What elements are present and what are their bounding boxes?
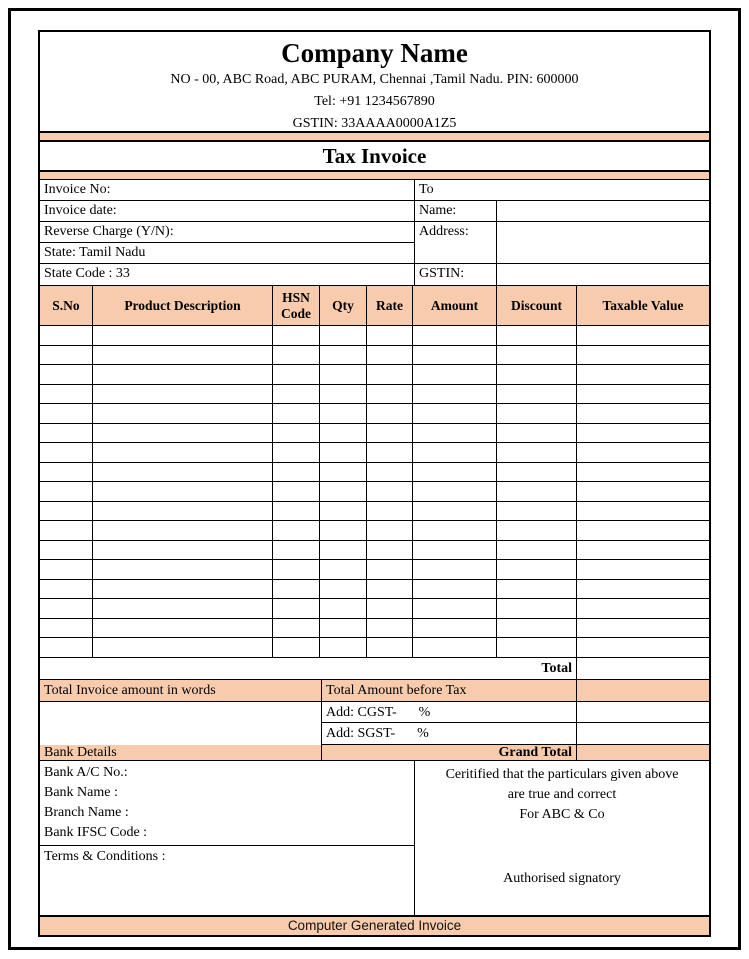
table-cell[interactable] <box>320 502 367 522</box>
table-row <box>40 482 709 502</box>
column-header: Taxable Value <box>577 286 709 326</box>
table-row <box>40 404 709 424</box>
table-cell[interactable] <box>320 599 367 619</box>
total-label: Total <box>40 658 577 679</box>
table-cell[interactable] <box>497 560 577 580</box>
table-cell[interactable] <box>577 521 709 541</box>
table-cell[interactable] <box>577 443 709 463</box>
table-row <box>40 385 709 405</box>
invoice-meta-right <box>415 180 709 285</box>
table-cell[interactable] <box>273 365 320 385</box>
table-cell[interactable] <box>93 580 273 600</box>
table-cell[interactable] <box>93 443 273 463</box>
table-cell[interactable] <box>320 404 367 424</box>
buyer-name-row <box>415 201 709 222</box>
table-cell[interactable] <box>40 560 93 580</box>
table-cell[interactable] <box>93 424 273 444</box>
table-cell[interactable] <box>93 365 273 385</box>
buyer-name-value-cell[interactable] <box>497 201 709 221</box>
table-cell[interactable] <box>367 424 413 444</box>
table-cell[interactable] <box>273 599 320 619</box>
table-cell[interactable] <box>413 599 497 619</box>
table-cell[interactable] <box>497 385 577 405</box>
table-cell[interactable] <box>40 638 93 658</box>
total-row <box>40 658 709 680</box>
table-cell[interactable] <box>93 638 273 658</box>
invoice-document <box>38 30 711 937</box>
table-cell[interactable] <box>320 346 367 366</box>
sgst-label: Add: SGST- <box>326 726 396 741</box>
table-cell[interactable] <box>40 541 93 561</box>
column-header: Amount <box>413 286 497 326</box>
table-cell[interactable] <box>273 619 320 639</box>
cgst-percent: % <box>418 704 431 720</box>
table-row <box>40 619 709 639</box>
table-cell[interactable] <box>497 326 577 346</box>
state-field: State: Tamil Nadu <box>40 243 414 264</box>
table-cell[interactable] <box>273 346 320 366</box>
table-cell[interactable] <box>413 560 497 580</box>
table-cell[interactable] <box>40 346 93 366</box>
table-cell[interactable] <box>320 482 367 502</box>
table-cell[interactable] <box>40 580 93 600</box>
table-cell[interactable] <box>273 502 320 522</box>
table-cell[interactable] <box>273 580 320 600</box>
buyer-address-value-cell[interactable] <box>497 222 709 263</box>
table-cell[interactable] <box>93 619 273 639</box>
items-table-header-row <box>40 285 709 326</box>
table-cell[interactable] <box>497 638 577 658</box>
invoice-no-field[interactable]: Invoice No: <box>40 180 414 201</box>
table-cell[interactable] <box>577 463 709 483</box>
footer-bar: Computer Generated Invoice <box>40 915 709 935</box>
table-cell[interactable] <box>413 365 497 385</box>
buyer-gstin-label: GSTIN: <box>415 264 497 285</box>
table-cell[interactable] <box>577 541 709 561</box>
table-cell[interactable] <box>320 365 367 385</box>
table-cell[interactable] <box>497 463 577 483</box>
table-cell[interactable] <box>40 502 93 522</box>
certification-block <box>415 761 709 915</box>
table-cell[interactable] <box>497 404 577 424</box>
table-cell[interactable] <box>413 580 497 600</box>
bank-ifsc-label[interactable]: Bank IFSC Code : <box>44 824 148 840</box>
table-cell[interactable] <box>93 385 273 405</box>
bank-ac-no-label[interactable]: Bank A/C No.: <box>44 764 128 780</box>
branch-name-label[interactable]: Branch Name : <box>44 804 129 820</box>
table-cell[interactable] <box>367 521 413 541</box>
table-cell[interactable] <box>40 326 93 346</box>
table-cell[interactable] <box>497 346 577 366</box>
table-cell[interactable] <box>93 326 273 346</box>
table-cell[interactable] <box>413 638 497 658</box>
table-cell[interactable] <box>320 385 367 405</box>
table-cell[interactable] <box>93 346 273 366</box>
cgst-label: Add: CGST- <box>326 704 397 720</box>
table-cell[interactable] <box>497 502 577 522</box>
grand-total-row <box>40 745 709 761</box>
total-value-cell[interactable] <box>577 658 709 679</box>
table-cell[interactable] <box>320 424 367 444</box>
table-cell[interactable] <box>413 443 497 463</box>
table-cell[interactable] <box>273 560 320 580</box>
table-cell[interactable] <box>320 463 367 483</box>
table-cell[interactable] <box>497 619 577 639</box>
before-tax-value-cell[interactable] <box>577 680 709 701</box>
sgst-row <box>322 723 709 745</box>
company-tel: Tel: +91 1234567890 <box>314 94 435 109</box>
column-header: Discount <box>497 286 577 326</box>
to-label: To <box>415 180 709 201</box>
sgst-value-cell[interactable] <box>577 723 709 744</box>
table-cell[interactable] <box>577 346 709 366</box>
column-header: Qty <box>320 286 367 326</box>
table-row <box>40 365 709 385</box>
table-cell[interactable] <box>413 502 497 522</box>
table-row <box>40 502 709 522</box>
buyer-name-label: Name: <box>415 201 497 221</box>
table-cell[interactable] <box>320 541 367 561</box>
table-cell[interactable] <box>93 404 273 424</box>
table-cell[interactable] <box>367 482 413 502</box>
table-cell[interactable] <box>367 541 413 561</box>
table-cell[interactable] <box>367 365 413 385</box>
table-cell[interactable] <box>273 385 320 405</box>
buyer-gstin-value-cell[interactable] <box>497 264 709 285</box>
table-cell[interactable] <box>273 463 320 483</box>
certified-line-2: are true and correct <box>507 786 617 802</box>
table-cell[interactable] <box>577 482 709 502</box>
table-cell[interactable] <box>497 541 577 561</box>
table-cell[interactable] <box>577 365 709 385</box>
sgst-percent: % <box>417 726 429 741</box>
table-cell[interactable] <box>577 502 709 522</box>
table-cell[interactable] <box>413 521 497 541</box>
table-cell[interactable] <box>40 404 93 424</box>
accent-strip-title <box>40 172 709 180</box>
table-cell[interactable] <box>273 404 320 424</box>
table-cell[interactable] <box>320 521 367 541</box>
certified-line-1: Ceritified that the particulars given above <box>445 766 679 782</box>
cgst-value-cell[interactable] <box>577 702 709 723</box>
table-cell[interactable] <box>367 599 413 619</box>
table-cell[interactable] <box>273 326 320 346</box>
invoice-title: Tax Invoice <box>40 142 709 172</box>
table-cell[interactable] <box>93 521 273 541</box>
reverse-charge-field[interactable]: Reverse Charge (Y/N): <box>40 222 414 243</box>
table-cell[interactable] <box>93 599 273 619</box>
bank-details-label: Bank Details <box>40 745 322 760</box>
table-cell[interactable] <box>367 463 413 483</box>
table-cell[interactable] <box>577 580 709 600</box>
tax-section <box>40 702 709 745</box>
table-cell[interactable] <box>577 638 709 658</box>
table-cell[interactable] <box>413 463 497 483</box>
table-cell[interactable] <box>367 404 413 424</box>
amount-in-words-value-cell[interactable] <box>40 702 322 745</box>
table-row <box>40 541 709 561</box>
amount-words-row <box>40 680 709 702</box>
table-cell[interactable] <box>93 482 273 502</box>
table-cell[interactable] <box>93 560 273 580</box>
table-row <box>40 424 709 444</box>
table-cell[interactable] <box>367 580 413 600</box>
table-cell[interactable] <box>413 424 497 444</box>
table-cell[interactable] <box>413 326 497 346</box>
buyer-address-label: Address: <box>415 222 497 263</box>
table-cell[interactable] <box>367 638 413 658</box>
table-cell[interactable] <box>413 482 497 502</box>
table-cell[interactable] <box>320 638 367 658</box>
table-row <box>40 599 709 619</box>
invoice-meta-left <box>40 180 415 285</box>
before-tax-label: Total Amount before Tax <box>322 680 577 701</box>
bank-block <box>40 761 414 846</box>
table-cell[interactable] <box>413 404 497 424</box>
table-cell[interactable] <box>273 521 320 541</box>
table-cell[interactable] <box>320 326 367 346</box>
buyer-address-row <box>415 222 709 264</box>
table-cell[interactable] <box>367 560 413 580</box>
table-cell[interactable] <box>40 443 93 463</box>
sgst-label-cell[interactable] <box>322 723 577 744</box>
table-cell[interactable] <box>497 482 577 502</box>
invoice-date-field[interactable]: Invoice date: <box>40 201 414 222</box>
bank-signature-section <box>40 761 709 915</box>
tax-rows <box>322 702 709 745</box>
grand-total-value-cell[interactable] <box>577 745 709 760</box>
table-cell[interactable] <box>367 443 413 463</box>
table-cell[interactable] <box>367 326 413 346</box>
cgst-label-cell[interactable] <box>322 702 577 723</box>
table-row <box>40 463 709 483</box>
table-cell[interactable] <box>273 482 320 502</box>
table-cell[interactable] <box>577 560 709 580</box>
table-row <box>40 326 709 346</box>
table-cell[interactable] <box>577 326 709 346</box>
table-cell[interactable] <box>577 424 709 444</box>
company-address: NO - 00, ABC Road, ABC PURAM, Chennai ,Tamil Nadu. PIN: 600000 <box>170 72 579 87</box>
bank-terms-column <box>40 761 415 915</box>
company-header <box>40 32 709 133</box>
column-header: S.No <box>40 286 93 326</box>
table-cell[interactable] <box>577 599 709 619</box>
table-cell[interactable] <box>273 443 320 463</box>
table-cell[interactable] <box>273 541 320 561</box>
table-cell[interactable] <box>367 502 413 522</box>
table-cell[interactable] <box>497 443 577 463</box>
table-cell[interactable] <box>40 365 93 385</box>
table-cell[interactable] <box>367 346 413 366</box>
table-cell[interactable] <box>93 502 273 522</box>
company-gstin: GSTIN: 33AAAA0000A1Z5 <box>292 116 457 131</box>
terms-conditions-label: Terms & Conditions : <box>44 848 166 864</box>
table-row <box>40 560 709 580</box>
table-cell[interactable] <box>40 521 93 541</box>
table-cell[interactable] <box>413 346 497 366</box>
items-table-body <box>40 326 709 658</box>
buyer-gstin-row <box>415 264 709 285</box>
cgst-row <box>322 702 709 724</box>
grand-total-label: Grand Total <box>322 745 577 760</box>
table-cell[interactable] <box>413 619 497 639</box>
authorised-signatory-label: Authorised signatory <box>503 870 621 886</box>
table-cell[interactable] <box>40 619 93 639</box>
table-cell[interactable] <box>577 404 709 424</box>
table-cell[interactable] <box>93 541 273 561</box>
column-header: Rate <box>367 286 413 326</box>
certified-for-company: For ABC & Co <box>519 806 605 822</box>
state-code-field: State Code : 33 <box>44 266 130 281</box>
table-row <box>40 638 709 658</box>
table-cell[interactable] <box>93 463 273 483</box>
invoice-meta-section <box>40 180 709 285</box>
table-cell[interactable] <box>320 443 367 463</box>
amount-in-words-label: Total Invoice amount in words <box>40 680 322 701</box>
bank-name-label[interactable]: Bank Name : <box>44 784 118 800</box>
table-row <box>40 521 709 541</box>
table-cell[interactable] <box>577 385 709 405</box>
table-cell[interactable] <box>577 619 709 639</box>
table-cell[interactable] <box>40 482 93 502</box>
table-cell[interactable] <box>40 385 93 405</box>
table-cell[interactable] <box>497 365 577 385</box>
table-row <box>40 580 709 600</box>
company-name: Company Name <box>281 38 468 68</box>
table-cell[interactable] <box>40 599 93 619</box>
table-cell[interactable] <box>320 619 367 639</box>
table-cell[interactable] <box>40 424 93 444</box>
column-header: HSN Code <box>273 286 320 326</box>
table-cell[interactable] <box>497 424 577 444</box>
table-cell[interactable] <box>413 385 497 405</box>
table-cell[interactable] <box>320 560 367 580</box>
table-cell[interactable] <box>273 638 320 658</box>
table-row <box>40 346 709 366</box>
table-cell[interactable] <box>497 521 577 541</box>
terms-conditions-cell[interactable] <box>40 846 414 915</box>
column-header: Product Description <box>93 286 273 326</box>
table-cell[interactable] <box>367 385 413 405</box>
table-cell[interactable] <box>497 599 577 619</box>
table-cell[interactable] <box>273 424 320 444</box>
table-cell[interactable] <box>497 580 577 600</box>
table-row <box>40 443 709 463</box>
table-cell[interactable] <box>320 580 367 600</box>
table-cell[interactable] <box>40 463 93 483</box>
table-cell[interactable] <box>413 541 497 561</box>
table-cell[interactable] <box>367 619 413 639</box>
